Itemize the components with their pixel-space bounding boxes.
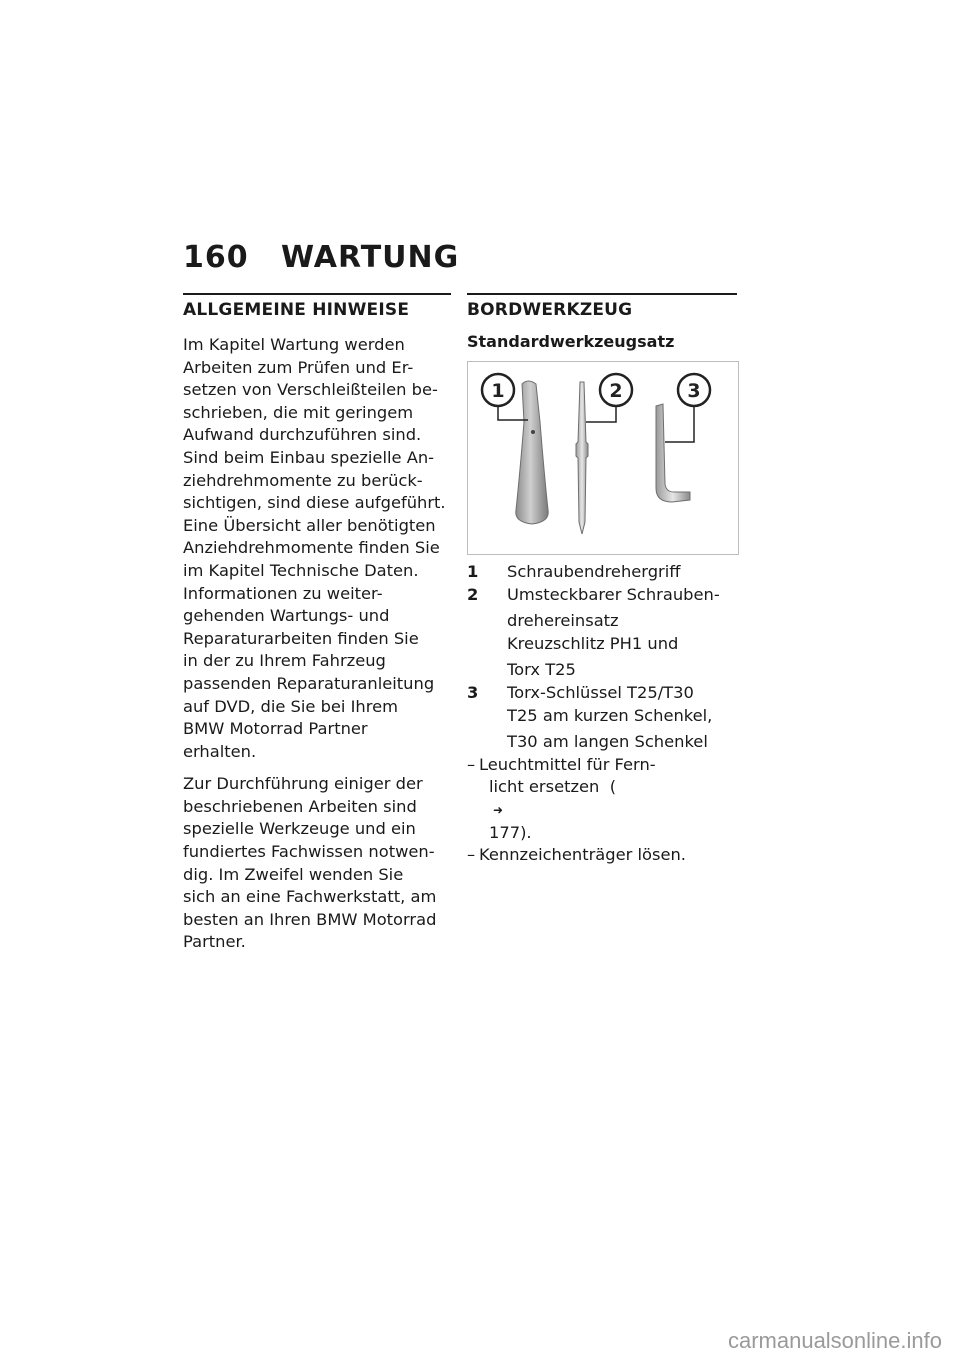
text-line: Zur Durchführung einiger der <box>183 774 423 794</box>
legend-line: Schraubendrehergriff <box>507 562 681 581</box>
legend-item <box>467 682 739 754</box>
section-title-toolkit: BORDWERKZEUG <box>467 300 633 320</box>
text-line: auf DVD, die Sie bei Ihrem <box>183 696 398 716</box>
text-line: Eine Übersicht aller benötigten <box>183 515 436 535</box>
legend-line: T30 am langen Schenkel <box>507 732 708 752</box>
callout-1 <box>482 374 528 420</box>
text-line: im Kapitel Technische Daten. <box>183 560 419 580</box>
text-line: erhalten. <box>183 741 257 761</box>
task-list <box>467 754 739 867</box>
text-line: gehenden Wartungs- und <box>183 606 390 626</box>
task-line: licht ersetzen ( ➜ 177). <box>479 776 656 844</box>
text-line: Anziehdrehmomente finden Sie <box>183 538 440 558</box>
legend-text <box>507 584 720 682</box>
chapter-title: WARTUNG <box>281 240 460 275</box>
text-line: Arbeiten zum Prüfen und Er- <box>183 357 414 377</box>
task-line-text: licht ersetzen <box>489 777 600 797</box>
legend-line: drehereinsatz <box>507 611 619 631</box>
toolkit-figure <box>467 361 739 555</box>
watermark: carmanualsonline.info <box>727 1328 942 1353</box>
right-column <box>467 300 739 867</box>
text-line: BMW Motorrad Partner <box>183 719 368 739</box>
text-line: Informationen zu weiter- <box>183 583 383 603</box>
text-line: Partner. <box>183 932 246 952</box>
general-paragraph-2 <box>183 773 451 954</box>
text-line: dig. Im Zweifel wenden Sie <box>183 864 404 884</box>
dash-bullet: – <box>467 845 476 865</box>
text-line: passenden Reparaturanleitung <box>183 673 435 693</box>
svg-text:2: 2 <box>609 380 623 402</box>
page-reference-link[interactable]: 177). <box>489 822 532 842</box>
dash-bullet: – <box>467 754 476 774</box>
torx-key-icon <box>656 404 690 502</box>
screwdriver-insert-icon <box>576 382 588 534</box>
text-line: ziehdrehmomente zu berück- <box>183 470 423 490</box>
legend-line: Umsteckbarer Schrauben- <box>507 584 720 604</box>
legend-line: Torx T25 <box>507 660 576 680</box>
text-line: spezielle Werkzeuge und ein <box>183 819 416 839</box>
legend-item <box>467 584 739 682</box>
legend-line: T25 am kurzen Schenkel, <box>507 705 713 725</box>
legend-text <box>507 682 712 754</box>
subsection-title-standard-kit: Standardwerkzeugsatz <box>467 332 675 351</box>
text-line: fundiertes Fachwissen notwen- <box>183 842 435 862</box>
page-header <box>183 240 459 275</box>
text-line: sichtigen, sind diese aufgeführt. <box>183 493 446 513</box>
section-title-general: ALLGEMEINE HINWEISE <box>183 300 410 320</box>
text-line: sich an eine Fachwerkstatt, am <box>183 887 437 907</box>
right-section-rule <box>467 293 737 295</box>
task-text <box>479 754 656 844</box>
task-item <box>467 844 739 867</box>
task-item <box>467 754 739 844</box>
text-line: Aufwand durchzuführen sind. <box>183 425 422 445</box>
text-line: in der zu Ihrem Fahrzeug <box>183 651 386 671</box>
legend-number: 1 <box>467 562 479 581</box>
text-line: besten an Ihren BMW Motorrad <box>183 909 437 929</box>
text-line: Reparaturarbeiten finden Sie <box>183 628 419 648</box>
task-text <box>479 844 686 867</box>
text-line: beschriebenen Arbeiten sind <box>183 796 417 816</box>
legend-text <box>507 561 680 584</box>
callout-3 <box>665 374 710 442</box>
task-line: Leuchtmittel für Fern- <box>479 754 656 774</box>
left-column <box>183 300 451 954</box>
svg-text:3: 3 <box>687 380 701 402</box>
left-section-rule <box>183 293 451 295</box>
text-line: schrieben, die mit geringem <box>183 402 414 422</box>
toolkit-illustration <box>468 362 738 554</box>
general-paragraph-1 <box>183 334 451 763</box>
page-reference-arrow-icon[interactable]: ➜ <box>493 802 504 817</box>
legend-line: Torx-Schlüssel T25/T30 <box>507 682 694 702</box>
callout-2 <box>586 374 632 422</box>
legend-number: 2 <box>467 584 479 604</box>
text-line: Im Kapitel Wartung werden <box>183 335 405 354</box>
task-line: Kennzeichenträger lösen. <box>479 845 686 865</box>
text-line: setzen von Verschleißteilen be- <box>183 380 438 400</box>
legend-item <box>467 561 739 584</box>
figure-legend <box>467 561 739 754</box>
screwdriver-handle-icon <box>516 381 548 524</box>
legend-number: 3 <box>467 682 479 702</box>
svg-text:1: 1 <box>491 380 505 402</box>
page-number: 160 <box>183 240 249 275</box>
legend-line: Kreuzschlitz PH1 und <box>507 633 679 653</box>
text-line: Sind beim Einbau spezielle An- <box>183 447 435 467</box>
